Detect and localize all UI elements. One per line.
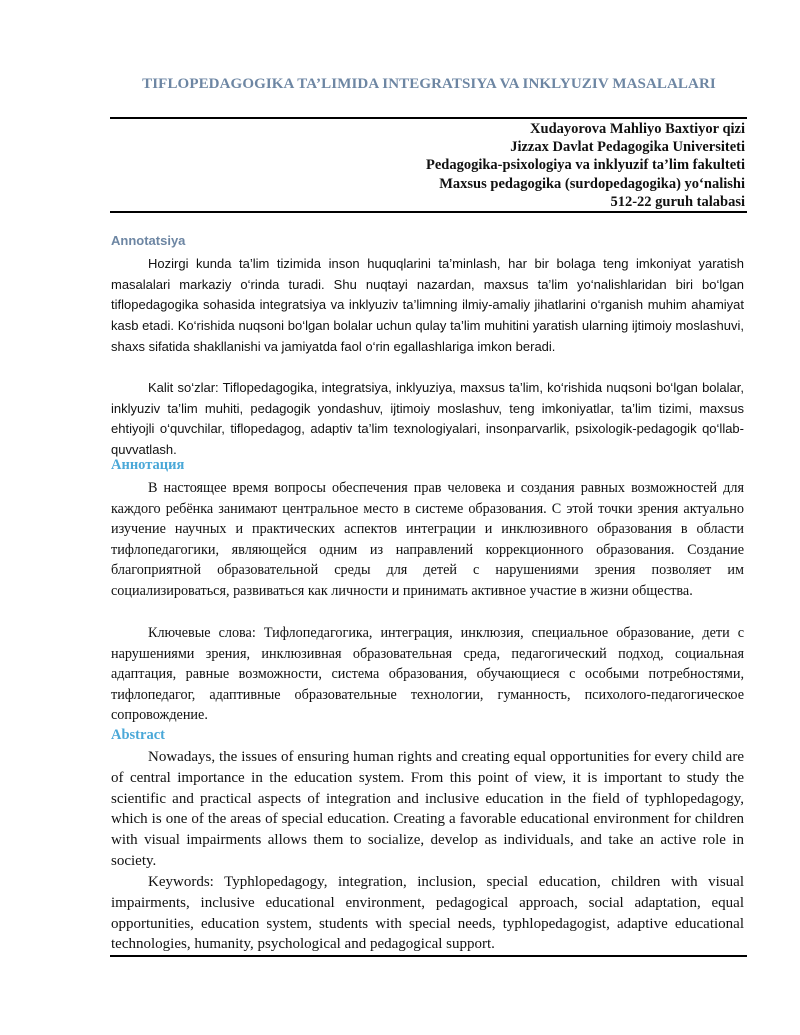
author-group: 512-22 guruh talabasi — [610, 193, 745, 210]
section-heading-ru: Аннотация — [111, 457, 185, 473]
keywords-en: Keywords: Typhlopedagogy, integration, inclusion, special education, children with visual impairments, inclusive educational environment, pedagogical approach, social adaptation, equal opportunities, education system, students with special needs, typhlopedagogist, adaptive educational technologies, humanity, psychological and pedagogical support. — [111, 874, 744, 953]
author-program: Maxsus pedagogika (surdopedagogika) yo‘nalishi — [439, 175, 745, 192]
keywords-ru: Ключевые слова: Тифлопедагогика, интеграция, инклюзия, специальное образование, дети с нарушениями зрения, инклюзивная образовательная среда, педагогический подход, социальная адаптация, равные возможности, система образования, обучающиеся с особыми потребностями, тифлопедагог, адаптивные образовательные технологии, гуманность, психолого-педагогическое сопровождение. — [111, 625, 744, 724]
author-divider — [110, 211, 747, 213]
abstract-uz: Hozirgi kunda ta’lim tizimida inson huquqlarini ta’minlash, har bir bolaga teng imkoniyat yaratish masalalari markaziy o‘rinda turadi. Shu nuqtayi nazardan, maxsus ta’lim yo‘nalishlaridan biri bo‘lgan tiflopedagogika sohasida integratsiya va inklyuziv ta’limning ilmiy-amaliy jihatlarini o‘rganish muhim ahamiyat kasb etadi. Ko‘rishida nuqsoni bo‘lgan bolalar uchun qulay ta’lim muhitini yaratish ularning ijtimoiy moslashuvi, shaxs sifatida shakllanishi va jamiyatda faol o‘rin egallashlariga imkon beradi. — [111, 256, 744, 354]
title-divider — [110, 117, 747, 119]
author-name: Xudayorova Mahliyo Baxtiyor qizi — [530, 121, 745, 137]
section-heading-en: Abstract — [111, 727, 165, 743]
abstract-ru: В настоящее время вопросы обеспечения прав человека и создания равных возможностей для каждого ребёнка занимают центральное место в системе образования. С этой точки зрения актуально изучение научных и практических аспектов интеграции и инклюзивного образования в области тифлопедагогики, являющейся одним из направлений коррекционного образования. Создание благоприятной образовательной среды для детей с нарушениями зрения позволяет им социализироваться, развиваться как личности и принимать активное участие в жизни общества. — [111, 480, 744, 599]
author-faculty: Pedagogika-psixologiya va inklyuzif ta’lim fakulteti — [425, 157, 745, 174]
abstract-en: Nowadays, the issues of ensuring human rights and creating equal opportunities for every child are of central importance in the education system. From this point of view, it is important to study the scientific and practical aspects of integration and inclusive education in the field of typhlopedagogy, which is one of the areas of special education. Creating a favorable educational environment for children with visual impairments allows them to socialize, develop as individuals, and take an active role in society. — [111, 749, 744, 869]
section-heading-uz: Annotatsiya — [111, 233, 186, 248]
author-block — [426, 120, 745, 211]
keywords-uz: Kalit so‘zlar: Tiflopedagogika, integratsiya, inklyuziya, maxsus ta’lim, ko‘rishida nuqsoni bo‘lgan bolalar, inklyuziv ta’lim muhiti, pedagogik yondashuv, ijtimoiy moslashuv, teng imkoniyatlar, ta’lim tizimi, maxsus ehtiyojli o‘quvchilar, tiflopedagog, adaptiv ta’lim texnologiyalari, insonparvarlik, psixologik-pedagogik qo‘llab-quvvatlash. — [111, 380, 744, 458]
paper-title: TIFLOPEDAGOGIKA TA’LIMIDA INTEGRATSIYA VA INKLYUZIV MASALALARI — [142, 76, 716, 92]
footer-divider — [110, 955, 747, 957]
author-university: Jizzax Davlat Pedagogika Universiteti — [510, 139, 745, 156]
